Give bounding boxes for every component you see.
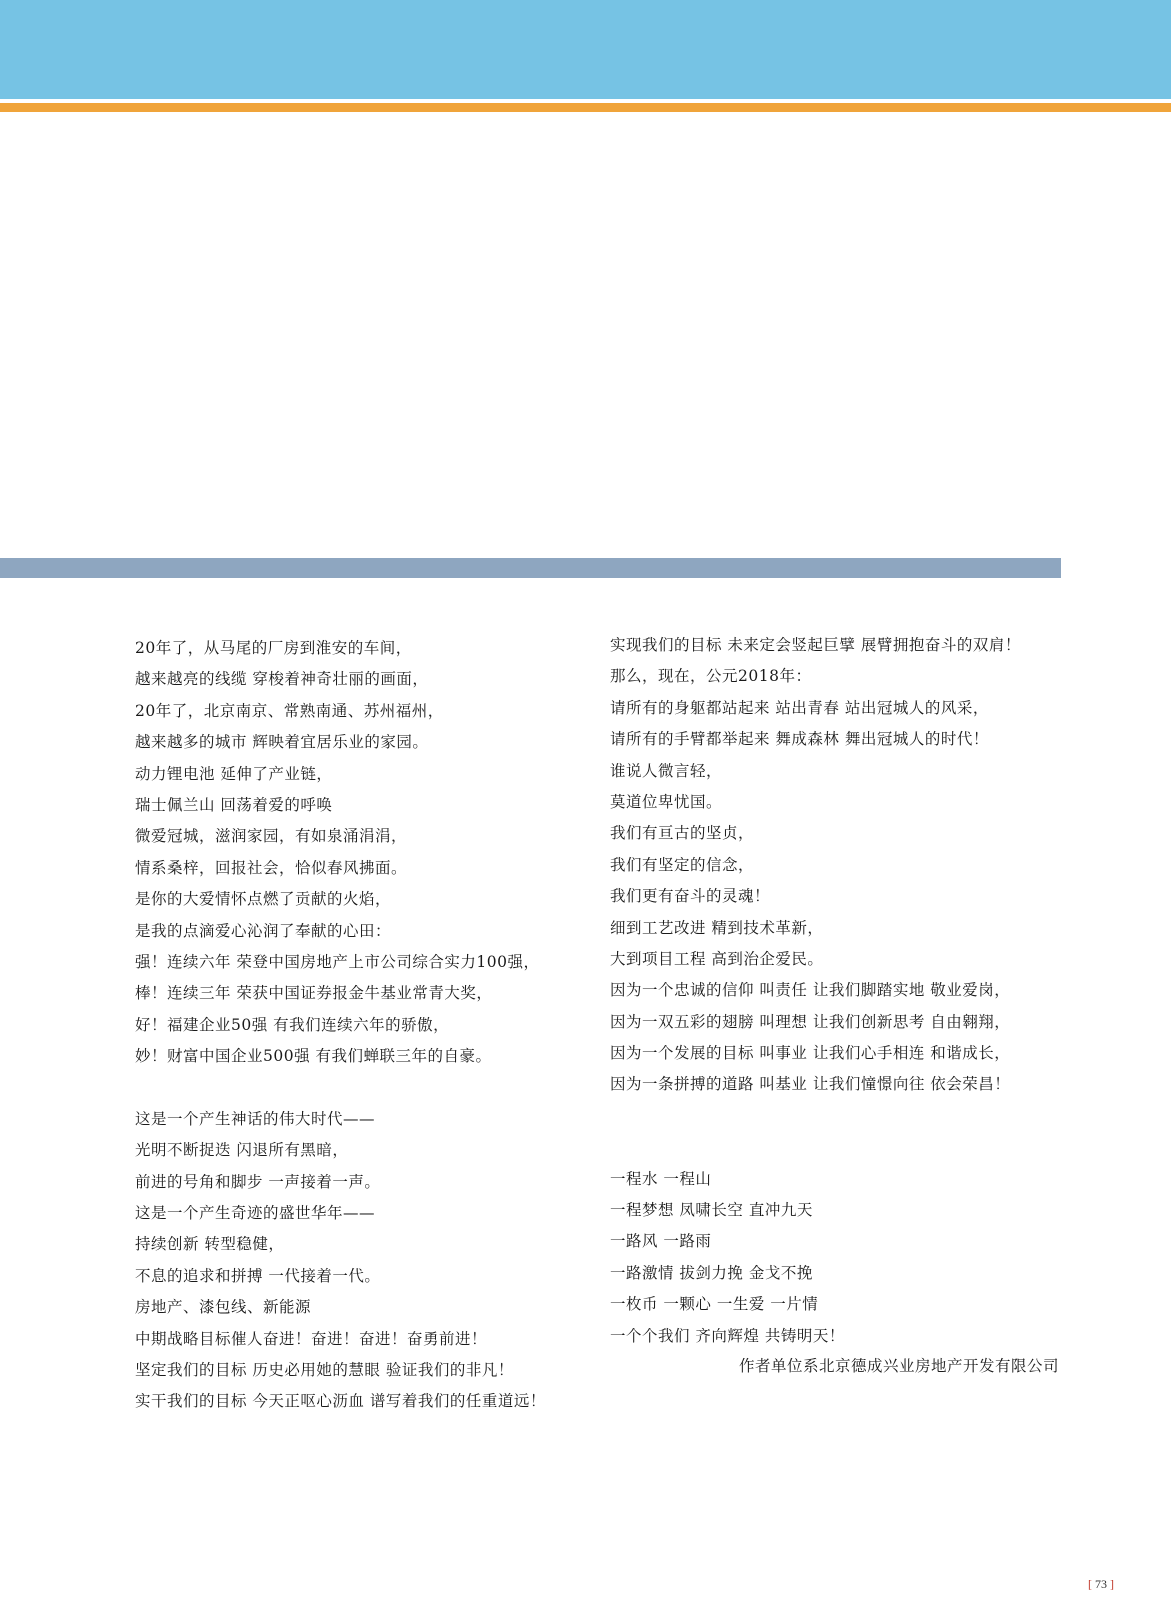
poem-line: 一枚币 一颗心 一生爱 一片情 [610,1295,819,1314]
header-blue-band [0,0,1171,99]
poem-line: 强！连续六年 荣登中国房地产上市公司综合实力100强， [135,952,540,971]
poem-line: 越来越多的城市 辉映着宜居乐业的家园。 [135,733,429,752]
poem-line: 好！福建企业50强 有我们连续六年的骄傲， [135,1015,450,1034]
poem-line: 是我的点滴爱心沁润了奉献的心田： [135,921,392,940]
poem-line: 20年了，北京南京、常熟南通、苏州福州， [135,701,444,720]
left-poem-column [135,633,595,1418]
poem-line: 一程水 一程山 [610,1169,712,1188]
poem-line: 情系桑梓，回报社会，恰似春风拂面。 [135,858,408,877]
page-number-open-bracket: [ [1088,1577,1092,1591]
poem-line: 一程梦想 凤啸长空 直冲九天 [610,1201,813,1220]
page-number [1088,1577,1114,1592]
poem-line: 因为一个忠诚的信仰 叫责任 让我们脚踏实地 敬业爱岗， [610,981,1011,1000]
stanza-gap [135,1072,595,1103]
poem-line: 细到工艺改进 精到技术革新， [610,918,824,937]
poem-line: 因为一个发展的目标 叫事业 让我们心手相连 和谐成长， [610,1044,1011,1063]
poem-line: 一个个我们 齐向辉煌 共铸明天！ [610,1326,845,1345]
page-number-value: 73 [1095,1577,1107,1591]
poem-line: 不息的追求和拼搏 一代接着一代。 [135,1266,381,1285]
stanza-gap [610,1101,1065,1132]
poem-line: 棒！连续三年 荣获中国证券报金牛基业常青大奖， [135,984,493,1003]
poem-line: 那么，现在，公元2018年： [610,667,812,686]
poem-line: 房地产、漆包线、新能源 [135,1298,312,1317]
poem-line: 因为一条拼搏的道路 叫基业 让我们憧憬向往 依会荣昌！ [610,1075,1011,1094]
poem-line: 谁说人微言轻， [610,761,723,780]
poem-line: 请所有的手臂都举起来 舞成森林 舞出冠城人的时代！ [610,730,989,749]
poem-line: 前进的号角和脚步 一声接着一声。 [135,1172,381,1191]
poem-line: 一路激情 拔剑力挽 金戈不挽 [610,1263,813,1282]
poem-line: 是你的大爱情怀点燃了贡献的火焰， [135,890,392,909]
poem-line: 我们更有奋斗的灵魂！ [610,887,771,906]
poem-line: 坚定我们的目标 历史必用她的慧眼 验证我们的非凡！ [135,1360,514,1379]
poem-line: 越来越亮的线缆 穿梭着神奇壮丽的画面， [135,670,429,689]
poem-line: 我们有亘古的坚贞， [610,824,755,843]
poem-line: 中期战略目标催人奋进！奋进！奋进！奋勇前进！ [135,1329,488,1348]
poem-line: 一路风 一路雨 [610,1232,712,1251]
poem-line: 瑞士佩兰山 回荡着爱的呼唤 [135,795,333,814]
stanza-gap [610,1132,1065,1163]
poem-line: 妙！财富中国企业500强 有我们蝉联三年的自豪。 [135,1047,492,1066]
poem-line: 持续创新 转型稳健， [135,1235,285,1254]
poem-line: 因为一双五彩的翅膀 叫理想 让我们创新思考 自由翱翔， [610,1012,1011,1031]
poem-line: 实现我们的目标 未来定会竖起巨擘 展臂拥抱奋斗的双肩！ [610,636,1021,654]
poem-line: 请所有的身躯都站起来 站出青春 站出冠城人的风采， [610,698,989,717]
header-orange-stripe [0,103,1171,112]
poem-line: 这是一个产生神话的伟大时代—— [135,1109,376,1128]
poem-line: 我们有坚定的信念， [610,855,755,874]
section-divider-bar [0,558,1061,578]
poem-line: 微爱冠城，滋润家园，有如泉涌涓涓， [135,827,408,846]
poem-line: 这是一个产生奇迹的盛世华年—— [135,1204,376,1223]
poem-line: 20年了，从马尾的厂房到淮安的车间， [135,639,412,657]
poem-line: 实干我们的目标 今天正呕心沥血 谱写着我们的任重道远！ [135,1392,546,1411]
page-number-close-bracket: ] [1110,1577,1114,1591]
poem-line: 大到项目工程 高到治企爱民。 [610,949,824,968]
poem-line: 动力锂电池 延伸了产业链， [135,764,333,783]
poem-line: 光明不断捉迭 闪退所有黑暗， [135,1141,349,1160]
poem-line: 莫道位卑忧国。 [610,792,723,811]
author-byline: 作者单位系北京德成兴业房地产开发有限公司 [738,1357,1059,1375]
right-poem-column [610,630,1065,1352]
